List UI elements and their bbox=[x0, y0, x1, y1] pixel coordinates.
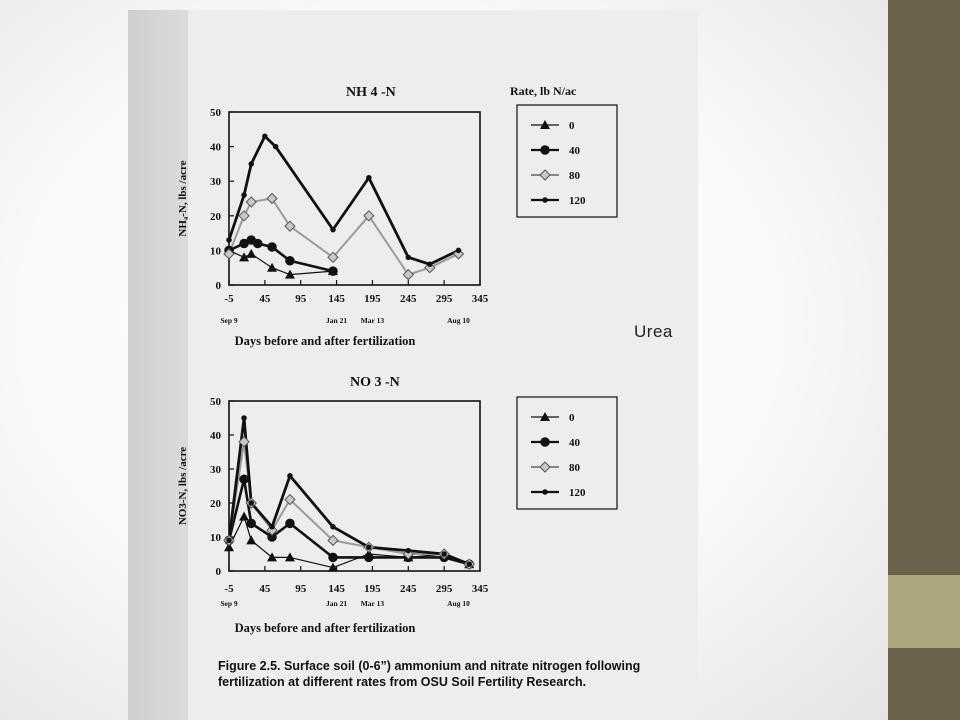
chart1-legend-title: Rate, lb N/ac bbox=[510, 84, 577, 98]
chart1-point-120 bbox=[406, 255, 412, 261]
chart2-series-line-120 bbox=[229, 418, 469, 564]
chart2-point-40 bbox=[239, 474, 249, 484]
chart2-xtick-label: 245 bbox=[400, 583, 417, 595]
chart2-date-label: Mar 13 bbox=[360, 599, 385, 608]
chart2-title: NO 3 -N bbox=[350, 375, 400, 390]
chart2-point-40 bbox=[246, 519, 256, 529]
chart2-point-120 bbox=[269, 524, 275, 530]
chart1-ytick-label: 50 bbox=[210, 107, 221, 119]
chart2-point-120 bbox=[241, 415, 247, 421]
chart1-xtick-label: 195 bbox=[364, 293, 381, 305]
chart1-point-40 bbox=[253, 239, 263, 249]
chart2-date-label: Aug 10 bbox=[447, 599, 470, 608]
chart2-point-40 bbox=[285, 519, 295, 529]
chart1-ytick-label: 0 bbox=[215, 280, 221, 292]
chart2-legend-label-0: 0 bbox=[569, 412, 575, 424]
chart1-legend-marker-120 bbox=[542, 197, 548, 203]
chart1-xtick-label: 145 bbox=[328, 293, 345, 305]
urea-label: Urea bbox=[634, 322, 673, 341]
chart2-xlabel: Days before and after fertilization bbox=[234, 621, 416, 635]
chart2-xtick-label: 295 bbox=[435, 583, 453, 595]
chart2-point-0 bbox=[246, 535, 256, 544]
chart1-date-label: Jan 21 bbox=[326, 316, 348, 325]
chart1-ytick-label: 10 bbox=[210, 245, 221, 258]
chart2-point-120 bbox=[330, 524, 336, 530]
chart2-legend-label-80: 80 bbox=[569, 462, 580, 474]
chart1-xtick-label: 95 bbox=[295, 293, 307, 305]
chart2-ytick-label: 10 bbox=[210, 532, 221, 544]
chart2-ytick-label: 20 bbox=[210, 498, 221, 510]
chart2-date-label: Sep 9 bbox=[220, 599, 238, 608]
chart1-xtick-label: 245 bbox=[400, 293, 417, 305]
chart2-series-line-0 bbox=[229, 517, 469, 568]
chart1-point-0 bbox=[267, 263, 277, 272]
chart1-ytick-label: 20 bbox=[210, 210, 221, 223]
chart2-legend-label-120: 120 bbox=[569, 487, 586, 499]
chart1-point-120 bbox=[366, 175, 372, 181]
chart1-legend-marker-40 bbox=[540, 145, 550, 155]
chart1-date-label: Aug 10 bbox=[447, 316, 470, 325]
chart1-point-120 bbox=[241, 192, 247, 198]
chart2-point-0 bbox=[239, 512, 249, 521]
chart2-point-120 bbox=[406, 548, 412, 554]
chart1-point-80 bbox=[246, 197, 256, 207]
chart2-series-line-80 bbox=[229, 442, 469, 564]
chart2-legend-label-40: 40 bbox=[569, 437, 580, 449]
chart2-legend-marker-80 bbox=[540, 462, 550, 472]
chart2-xtick-label: -5 bbox=[224, 583, 234, 595]
chart1-point-80 bbox=[267, 194, 277, 204]
figure-caption bbox=[218, 658, 688, 690]
chart1-point-120 bbox=[248, 161, 254, 167]
chart2-plot-frame bbox=[229, 401, 480, 571]
chart1-point-120 bbox=[262, 133, 268, 139]
chart1-point-120 bbox=[456, 248, 462, 254]
chart2-point-120 bbox=[441, 551, 447, 557]
chart1-xlabel: Days before and after fertilization bbox=[234, 334, 416, 348]
chart1-point-120 bbox=[330, 227, 336, 233]
chart1-ytick-label: 40 bbox=[210, 141, 221, 154]
chart2-xtick-label: 95 bbox=[295, 583, 307, 595]
chart1-xtick-label: 295 bbox=[435, 293, 453, 305]
chart1-legend-label-40: 40 bbox=[569, 145, 580, 157]
chart2-xtick-label: 45 bbox=[259, 583, 271, 595]
chart1-ylabel: NH₄-N, lbs /acre bbox=[177, 160, 189, 237]
chart1-ytick-label: 30 bbox=[210, 176, 221, 189]
chart2-point-120 bbox=[226, 538, 232, 544]
chart1-point-40 bbox=[328, 266, 338, 276]
chart2-ytick-label: 30 bbox=[210, 464, 221, 476]
chart1-point-120 bbox=[226, 237, 232, 243]
chart2-date-label: Jan 21 bbox=[326, 599, 348, 608]
chart2-legend-marker-40 bbox=[540, 437, 550, 447]
chart1-point-40 bbox=[285, 256, 295, 266]
chart2-ytick-label: 0 bbox=[215, 566, 221, 578]
chart2-xtick-label: 195 bbox=[364, 583, 381, 595]
caption-line-2: fertilization at different rates from OSU Soil Fertility Research. bbox=[218, 675, 587, 689]
chart1-point-80 bbox=[239, 211, 249, 221]
chart1-point-120 bbox=[427, 261, 433, 267]
chart1-point-120 bbox=[273, 144, 279, 150]
chart2-ylabel: NO3-N, lbs /acre bbox=[177, 446, 189, 526]
chart1-xtick-label: -5 bbox=[224, 293, 234, 305]
chart2-point-120 bbox=[466, 561, 472, 567]
chart2-point-120 bbox=[366, 544, 372, 550]
chart2-ytick-label: 40 bbox=[210, 430, 221, 442]
chart1-legend-label-0: 0 bbox=[569, 120, 575, 132]
chart1-point-40 bbox=[267, 242, 277, 252]
chart2-xtick-label: 345 bbox=[471, 583, 489, 595]
caption-line-1: Figure 2.5. Surface soil (0-6”) ammonium and nitrate nitrogen following bbox=[218, 659, 641, 673]
chart1-xtick-label: 345 bbox=[471, 293, 489, 305]
chart2-point-120 bbox=[287, 473, 293, 479]
chart2-xtick-label: 145 bbox=[328, 583, 345, 595]
chart2-point-40 bbox=[364, 553, 374, 563]
chart1-date-label: Mar 13 bbox=[360, 316, 385, 325]
chart1-point-0 bbox=[246, 249, 256, 258]
chart1-xtick-label: 45 bbox=[259, 293, 271, 305]
chart2-legend-marker-120 bbox=[542, 489, 548, 495]
chart1-legend-label-120: 120 bbox=[569, 195, 586, 207]
chart2-point-40 bbox=[328, 553, 338, 563]
chart1-date-label: Sep 9 bbox=[220, 316, 238, 325]
chart2-point-120 bbox=[248, 500, 254, 506]
chart1-title: NH 4 -N bbox=[346, 85, 396, 100]
chart1-legend-label-80: 80 bbox=[569, 170, 580, 182]
chart2-ytick-label: 50 bbox=[210, 396, 221, 408]
chart1-legend-marker-80 bbox=[540, 170, 550, 180]
